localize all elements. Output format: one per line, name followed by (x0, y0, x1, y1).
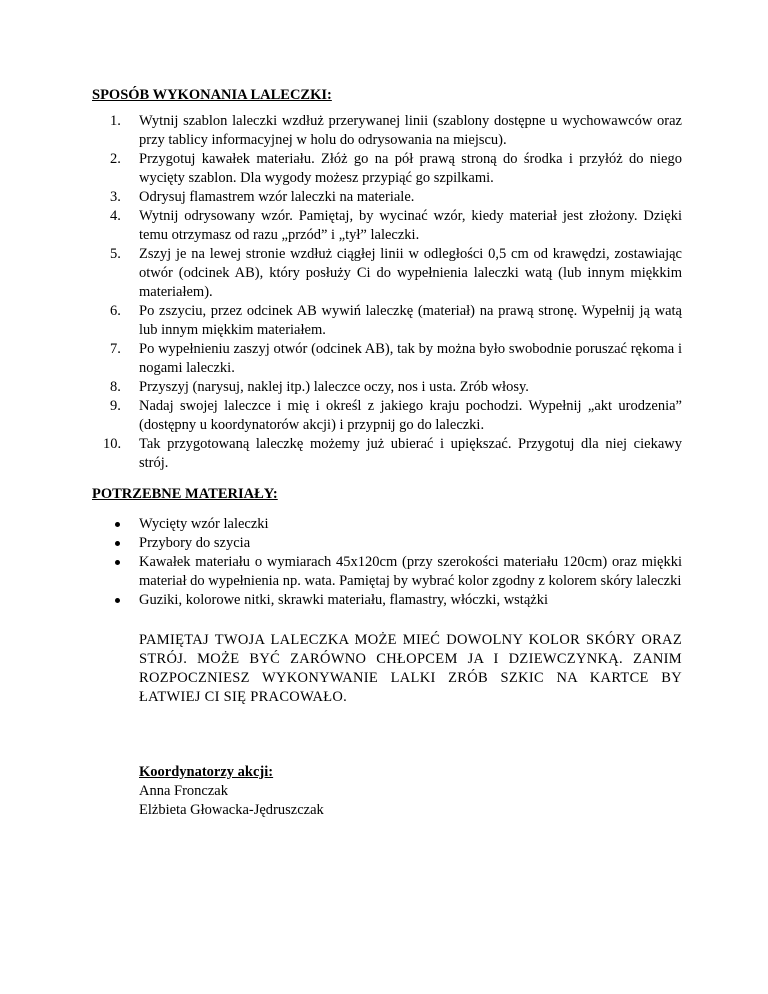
material-text: Kawałek materiału o wymiarach 45x120cm (przy szerokości materiału 120cm) oraz miękki materiał do wypełnienia np. wata. Pamiętaj by wybrać kolor zgodny z kolorem skóry laleczki (139, 554, 682, 589)
step-text: Przygotuj kawałek materiału. Złóż go na pół prawą stroną do środka i przyłóż do niego wycięty szablon. Dla wygody możesz przypiąć go szpilkami. (139, 151, 682, 186)
step-text: Po zszyciu, przez odcinek AB wywiń laleczkę (materiał) na prawą stronę. Wypełnij ją watą lub innym miękkim materiałem. (139, 303, 682, 338)
coordinators-block (139, 763, 682, 820)
step-number: 2. (110, 151, 121, 167)
step-number: 10. (103, 436, 122, 452)
step-item (92, 302, 682, 340)
step-number: 6. (110, 303, 121, 319)
step-item (92, 150, 682, 188)
step-text: Nadaj swojej laleczce i mię i określ z jakiego kraju pochodzi. Wypełnij „akt urodzenia” (dostępny u koordynatorów akcji) i przypnij go do laleczki. (139, 398, 682, 433)
step-text: Zszyj je na lewej stronie wzdłuż ciągłej linii w odległości 0,5 cm od krawędzi, zostawiając otwór (odcinek AB), który posłuży Ci do wypełnienia laleczki watą (lub innym miękkim materiałem). (139, 246, 682, 300)
coordinator-name: Anna Fronczak (139, 783, 228, 799)
step-item (92, 340, 682, 378)
step-text: Przyszyj (narysuj, naklej itp.) laleczce oczy, nos i usta. Zrób włosy. (139, 379, 529, 395)
material-item (92, 515, 682, 534)
materials-heading: POTRZEBNE MATERIAŁY: (92, 486, 278, 502)
bullet-icon (115, 522, 120, 527)
step-text: Po wypełnieniu zaszyj otwór (odcinek AB), tak by można było swobodnie poruszać rękoma i nogami laleczki. (139, 341, 682, 376)
materials-list (92, 515, 682, 610)
step-text: Wytnij odrysowany wzór. Pamiętaj, by wycinać wzór, kiedy materiał jest złożony. Dzięki temu otrzymasz od razu „przód” i „tył” laleczki. (139, 208, 682, 243)
step-text: Tak przygotowaną laleczkę możemy już ubierać i upiększać. Przygotuj dla niej ciekawy strój. (139, 436, 682, 471)
step-text: Wytnij szablon laleczki wzdłuż przerywanej linii (szablony dostępne u wychowawców oraz przy tablicy informacyjnej w holu do odrysowania na miejscu). (139, 113, 682, 148)
material-text: Guziki, kolorowe nitki, skrawki materiału, flamastry, włóczki, wstążki (139, 592, 548, 608)
bullet-icon (115, 560, 120, 565)
material-text: Przybory do szycia (139, 535, 251, 551)
material-text: Wycięty wzór laleczki (139, 516, 269, 532)
step-item (92, 435, 682, 473)
step-item (92, 188, 682, 207)
step-number: 9. (110, 398, 121, 414)
step-item (92, 112, 682, 150)
step-number: 7. (110, 341, 121, 357)
step-item (92, 245, 682, 302)
bullet-icon (115, 541, 120, 546)
material-item (92, 591, 682, 610)
step-number: 5. (110, 246, 121, 262)
step-item (92, 378, 682, 397)
step-item (92, 397, 682, 435)
material-item (92, 553, 682, 591)
document-page (92, 86, 682, 820)
step-number: 3. (110, 189, 121, 205)
steps-list (92, 112, 682, 473)
material-item (92, 534, 682, 553)
step-number: 4. (110, 208, 121, 224)
coordinators-title: Koordynatorzy akcji: (139, 764, 274, 780)
step-item (92, 207, 682, 245)
reminder-note: PAMIĘTAJ TWOJA LALECZKA MOŻE MIEĆ DOWOLNY KOLOR SKÓRY ORAZ STRÓJ. MOŻE BYĆ ZARÓWNO CHŁOPCEM JA I DZIEWCZYNKĄ. ZANIM ROZPOCZNIESZ WYKONYWANIE LALKI ZRÓB SZKIC NA KARTCE BY ŁATWIEJ CI SIĘ PRACOWAŁO. (139, 632, 682, 705)
step-number: 1. (110, 113, 121, 129)
coordinator-name: Elżbieta Głowacka-Jędruszczak (139, 802, 324, 818)
step-text: Odrysuj flamastrem wzór laleczki na materiale. (139, 189, 415, 205)
instructions-heading: SPOSÓB WYKONANIA LALECZKI: (92, 87, 332, 103)
bullet-icon (115, 598, 120, 603)
step-number: 8. (110, 379, 121, 395)
